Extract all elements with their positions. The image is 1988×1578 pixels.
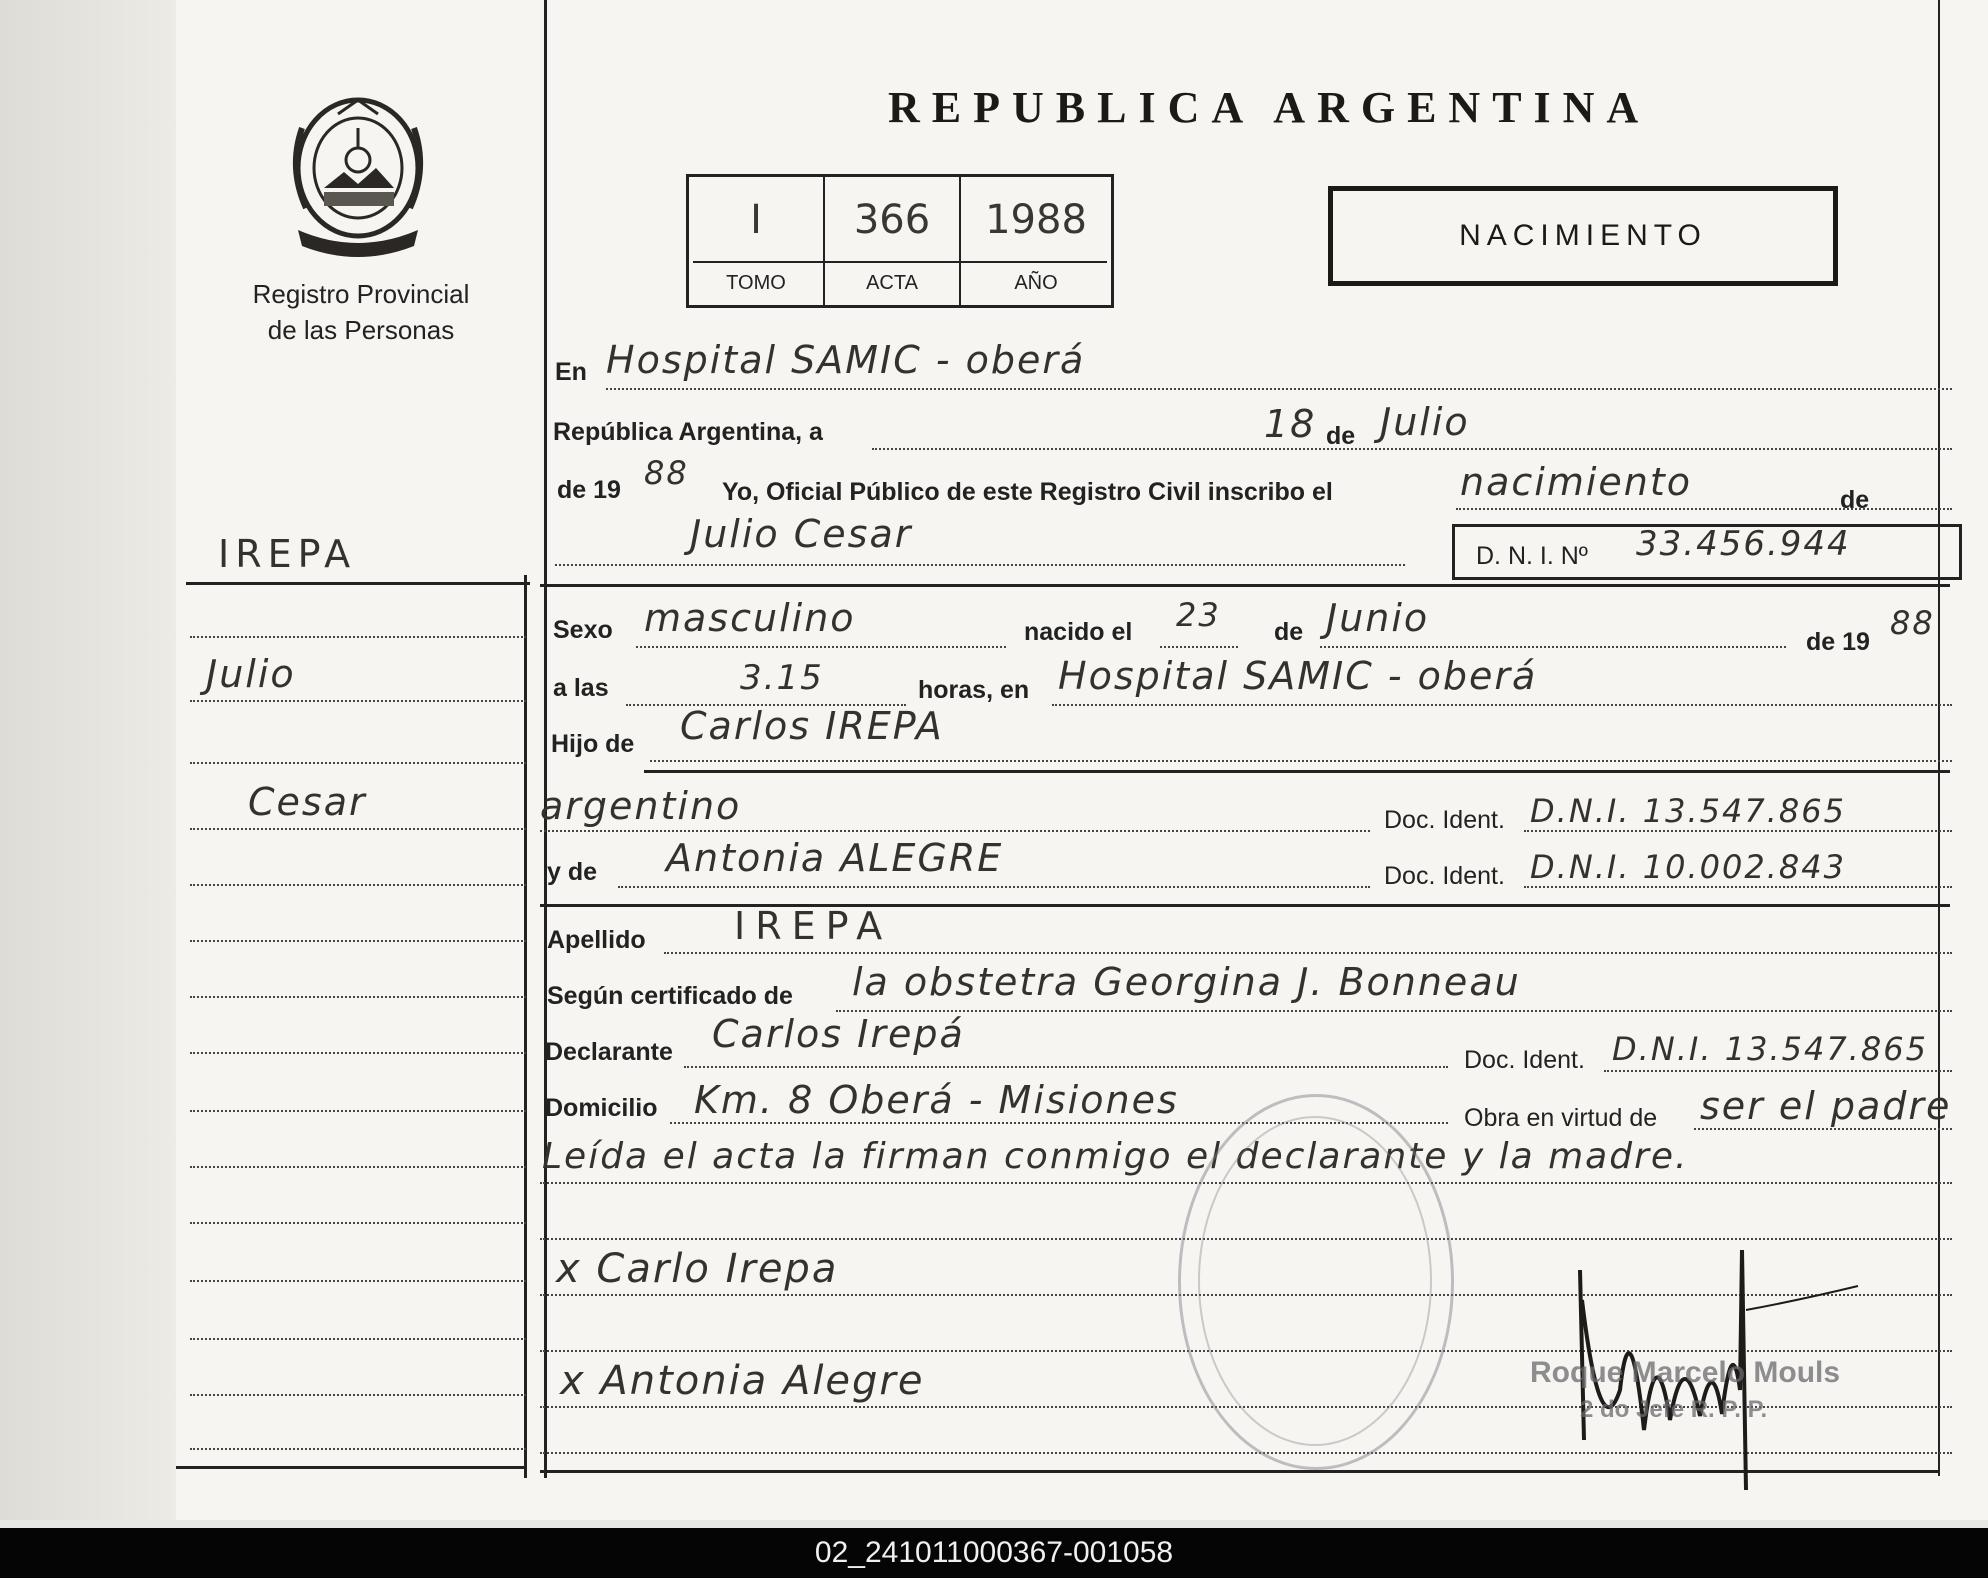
mother-doc-line [1524,886,1952,888]
official-name: Roque Marcelo Mouls [1530,1356,1841,1389]
place-value: Hospital SAMIC - oberá [606,338,1086,382]
certificado-value: la obstetra Georgina J. Bonneau [852,960,1521,1004]
anio-label: AÑO [1014,272,1058,294]
dni-label: D. N. I. Nº [1476,542,1588,570]
margin-header-line [186,582,530,585]
tomo-value: I [750,197,762,243]
apellido-value: IREPA [734,904,893,948]
year-suffix: 88 [644,454,689,492]
birth-month-value: Junio [1326,596,1430,640]
form-right-border [1938,0,1940,1476]
birth-year-prefix: de 19 [1806,628,1870,656]
image-code: 02_241011000367-001058 [814,1536,1174,1569]
margin-second-name: Cesar [248,780,367,824]
acta-value: 366 [853,197,931,243]
father-nationality: argentino [540,784,742,828]
event-value: nacimiento [1460,460,1693,504]
margin-dotline [190,1052,526,1054]
margin-column-line [524,575,527,1478]
record-number-box [686,174,1114,308]
domicilio-label: Domicilio [545,1094,658,1122]
tomo-label: TOMO [726,272,786,294]
birth-year-suffix: 88 [1890,604,1935,642]
margin-dotline [190,1448,526,1450]
sexo-label: Sexo [553,616,613,644]
place-line [606,388,1952,390]
de-label-2: de [1840,486,1870,514]
acta-cell [825,177,961,305]
mother-line [618,886,1370,888]
margin-dotline [190,1280,526,1282]
image-code-bar [0,1528,1988,1578]
father-doc-value: D.N.I. 13.547.865 [1530,792,1846,830]
mother-value: Antonia ALEGRE [666,836,1004,880]
year-prefix: de 19 [557,476,621,504]
closing-statement: Leída el acta la firman conmigo el declarante y la madre. [542,1136,1689,1177]
margin-dotline [190,1222,526,1224]
official-signature [1560,1190,1860,1510]
margin-dotline [190,1394,526,1396]
acta-label: ACTA [866,272,918,294]
child-name-value: Julio Cesar [690,512,913,556]
registry-line-1: Registro Provincial [252,279,470,309]
sexo-value: masculino [644,596,856,640]
birth-place-line [1052,704,1952,706]
father-line [650,760,1952,762]
nacido-label: nacido el [1024,618,1133,646]
margin-bottom-line [176,1466,526,1469]
record-type-box: NACIMIENTO [1328,186,1838,286]
de-label-3: de [1274,618,1304,646]
official-title: 2 do Jefe R. P. P. [1580,1396,1768,1423]
margin-dotline [190,636,526,638]
month-value: Julio [1380,400,1470,444]
obra-line [1694,1128,1952,1130]
margin-dotline [190,996,526,998]
tomo-cell [689,177,825,305]
mother-signature: x Antonia Alegre [560,1358,925,1404]
margin-divider [544,0,547,1478]
misiones-seal-logo [284,88,432,258]
margin-dotline [190,1166,526,1168]
day-value: 18 [1264,402,1317,446]
hijo-label: Hijo de [551,730,635,758]
margin-dotline [190,762,526,764]
registry-line-2: de las Personas [267,315,455,345]
margin-first-name: Julio [206,652,296,696]
registry-name [220,276,502,348]
declarante-doc-line [1604,1070,1952,1072]
y-de-label: y de [547,858,598,886]
margin-dotline [190,828,526,830]
certificado-line [836,1010,1952,1012]
hour-value: 3.15 [740,658,824,698]
father-doc-label: Doc. Ident. [1384,806,1505,834]
mother-doc-value: D.N.I. 10.002.843 [1530,848,1846,886]
father-doc-line [1524,830,1952,832]
margin-dotline [190,940,526,942]
birth-day-line [1160,646,1238,648]
dni-value: 33.456.944 [1636,524,1851,564]
declarante-doc-value: D.N.I. 13.547.865 [1612,1030,1928,1068]
a-las-label: a las [553,674,609,702]
domicilio-value: Km. 8 Oberá - Misiones [694,1078,1179,1122]
declarante-value: Carlos Irepá [712,1012,965,1056]
obra-label: Obra en virtud de [1464,1104,1658,1132]
margin-dotline [190,700,526,702]
apellido-label: Apellido [547,926,646,954]
section-divider-2 [644,770,1950,773]
page-edge [0,0,176,1520]
margin-surname: IREPA [218,532,357,576]
section-divider-1 [540,584,1950,587]
date-line [872,448,1952,450]
republica-label: República Argentina, a [553,418,823,446]
father-value: Carlos IREPA [680,704,944,748]
official-stamp-inner-ring [1198,1116,1432,1446]
birth-day-value: 23 [1176,596,1221,634]
country-title: REPUBLICA ARGENTINA [888,83,1651,132]
declarante-line [684,1066,1448,1068]
en-label: En [555,358,587,386]
oficial-statement: Yo, Oficial Público de este Registro Civil inscribo el [722,478,1333,506]
obra-value: ser el padre [1700,1084,1952,1128]
declarante-doc-label: Doc. Ident. [1464,1046,1585,1074]
event-line [1456,508,1952,510]
anio-value: 1988 [985,197,1087,243]
apellido-line [664,952,1952,954]
horas-label: horas, en [918,676,1030,704]
child-name-line [555,564,1405,566]
segun-label: Según certificado de [547,982,793,1010]
declarante-label: Declarante [545,1038,673,1066]
sexo-line [636,646,1006,648]
de-label: de [1326,422,1356,450]
birth-place-value: Hospital SAMIC - oberá [1058,654,1538,698]
margin-dotline [190,1110,526,1112]
margin-dotline [190,884,526,886]
mother-doc-label: Doc. Ident. [1384,862,1505,890]
birth-month-line [1320,646,1786,648]
declarante-signature: x Carlo Irepa [556,1246,839,1292]
anio-cell [961,177,1111,305]
margin-dotline [190,1338,526,1340]
nationality-line [540,830,1370,832]
